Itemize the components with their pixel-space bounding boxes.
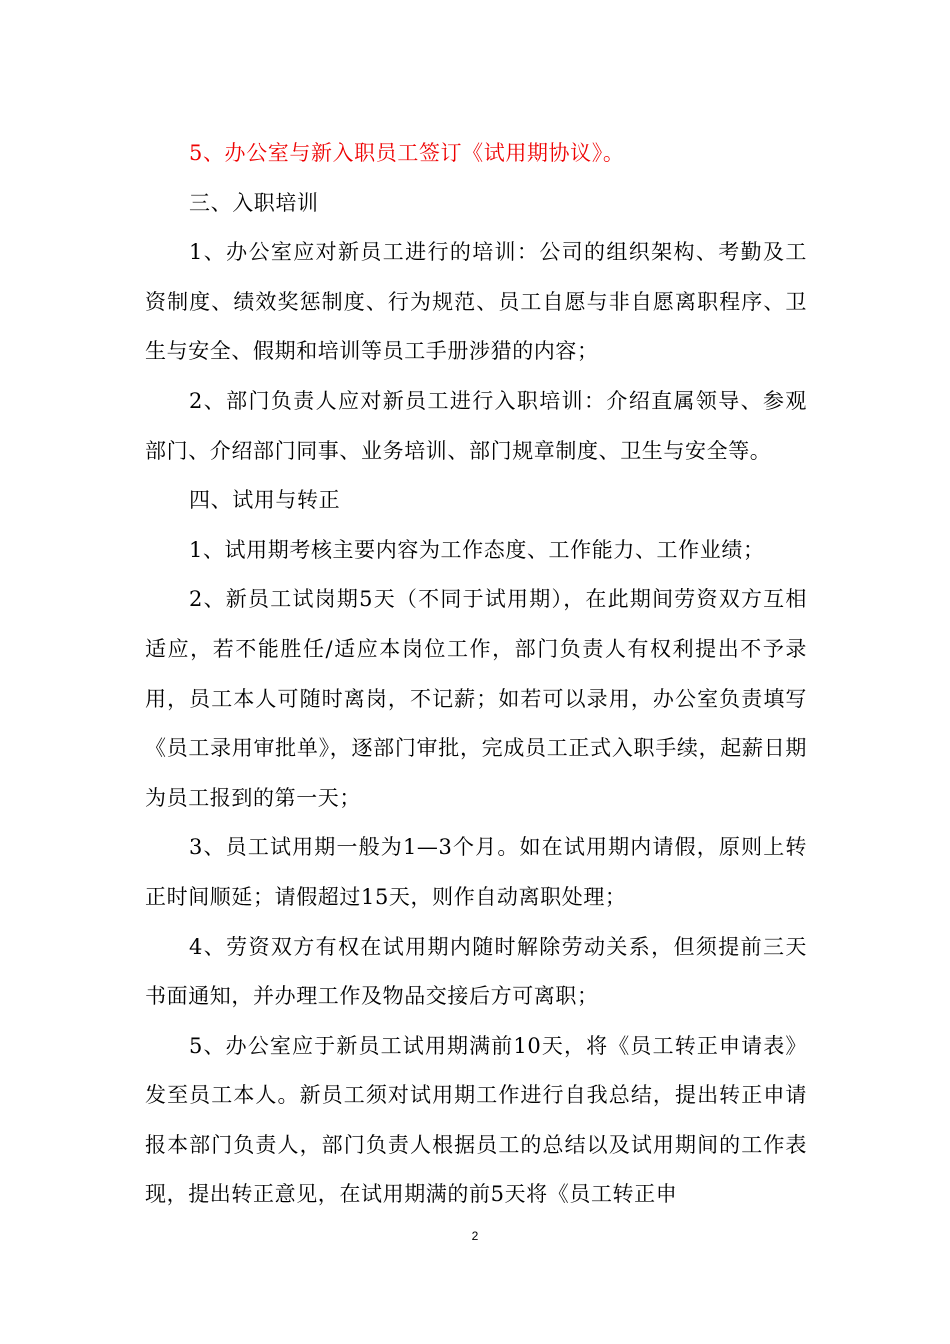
document-body xyxy=(145,129,807,1220)
paragraph-regularization-application: 5、办公室应于新员工试用期满前10天，将《员工转正申请表》发至员工本人。新员工须对试用期工作进行自我总结，提出转正申请报本部门负责人，部门负责人根据员工的总结以及试用期间的工作表现，提出转正意见，在试用期满的前5天将《员工转正申 xyxy=(145,1033,807,1207)
section-heading-probation-and-regularization: 四、试用与转正 xyxy=(189,488,341,513)
paragraph-department-training: 2、部门负责人应对新员工进行入职培训：介绍直属领导、参观部门、介绍部门同事、业务培训、部门规章制度、卫生与安全等。 xyxy=(145,388,807,463)
section-heading-onboarding-training: 三、入职培训 xyxy=(189,190,319,215)
paragraph-office-training: 1、办公室应对新员工进行的培训：公司的组织架构、考勤及工资制度、绩效奖惩制度、行为规范、员工自愿与非自愿离职程序、卫生与安全、假期和培训等员工手册涉猎的内容； xyxy=(145,240,807,364)
paragraph-sign-probation-agreement: 5、办公室与新入职员工签订《试用期协议》。 xyxy=(189,141,625,165)
paragraph-trial-period: 2、新员工试岗期5天（不同于试用期），在此期间劳资双方互相适应，若不能胜任/适应本岗位工作，部门负责人有权利提出不予录用，员工本人可随时离岗，不记薪；如若可以录用，办公室负责填写《员工录用审批单》，逐部门审批，完成员工正式入职手续，起薪日期为员工报到的第一天； xyxy=(145,587,807,810)
paragraph-termination-notice: 4、劳资双方有权在试用期内随时解除劳动关系，但须提前三天书面通知，并办理工作及物品交接后方可离职； xyxy=(145,934,807,1009)
page-number: 2 xyxy=(471,1229,479,1243)
paragraph-probation-assessment: 1、试用期考核主要内容为工作态度、工作能力、工作业绩； xyxy=(189,537,765,562)
paragraph-probation-length: 3、员工试用期一般为1—3个月。如在试用期内请假，原则上转正时间顺延；请假超过15天，则作自动离职处理； xyxy=(145,835,807,909)
